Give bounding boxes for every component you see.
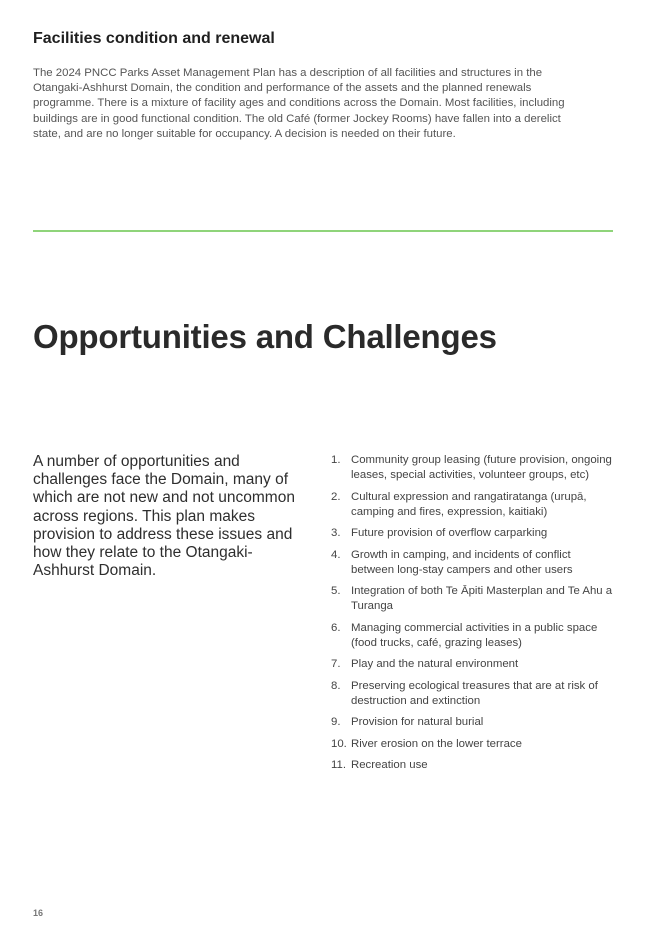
- section-divider: [33, 230, 613, 232]
- list-item-number: 10.: [331, 737, 347, 750]
- list-item-number: 2.: [331, 490, 341, 503]
- list-item-number: 7.: [331, 658, 341, 671]
- page-title: Opportunities and Challenges: [33, 318, 497, 355]
- list-item: [331, 657, 616, 672]
- list-item: [331, 715, 616, 730]
- list-item-number: 9.: [331, 716, 341, 729]
- list-item-number: 11.: [331, 759, 346, 772]
- list-item-number: 1.: [331, 454, 341, 466]
- list-item: [331, 621, 616, 651]
- list-item-text: Preserving ecological treasures that are at risk of destruction and extinction: [351, 679, 598, 707]
- list-item-text: Growth in camping, and incidents of conflict between long-stay campers and other users: [351, 548, 573, 576]
- list-item: [331, 737, 616, 752]
- list-item: [331, 453, 616, 483]
- list-item-text: Integration of both Te Āpiti Masterplan and Te Ahu a Turanga: [351, 585, 613, 613]
- list-item: [331, 679, 616, 709]
- list-item-text: Future provision of overflow carparking: [351, 527, 548, 540]
- list-item-text: Cultural expression and rangatiratanga (urupā, camping and fires, expression, kaitiaki): [351, 490, 587, 518]
- list-item-number: 8.: [331, 679, 341, 692]
- list-item-text: River erosion on the lower terrace: [351, 737, 522, 750]
- page-number: 16: [33, 908, 44, 918]
- list-item-number: 4.: [331, 548, 341, 561]
- list-item-number: 6.: [331, 621, 341, 634]
- list-item-number: 3.: [331, 527, 341, 540]
- list-item: [331, 758, 616, 773]
- list-item-text: Recreation use: [351, 759, 428, 772]
- list-item: [331, 548, 616, 578]
- facilities-heading: Facilities condition and renewal: [33, 30, 275, 47]
- opportunities-list: [331, 453, 616, 780]
- list-item: [331, 584, 616, 614]
- list-item: [331, 526, 616, 541]
- intro-paragraph: A number of opportunities and challenges face the Domain, many of which are not new and not uncommon across regions. This plan makes provision to address these issues and how they relate to the Otangaki-Ashhurst Domain.: [33, 453, 295, 580]
- list-item-text: Provision for natural burial: [351, 716, 484, 729]
- list-item-text: Play and the natural environment: [351, 658, 519, 671]
- list-item-text: Managing commercial activities in a public space (food trucks, café, grazing leases): [351, 621, 598, 649]
- list-item-text: Community group leasing (future provision, ongoing leases, special activities, volunteer groups, etc): [351, 454, 612, 482]
- list-item-number: 5.: [331, 585, 341, 598]
- list-item: [331, 490, 616, 520]
- facilities-paragraph: The 2024 PNCC Parks Asset Management Plan has a description of all facilities and structures in the Otangaki-Ashhurst Domain, the condition and performance of the assets and the planned renewals programme. There is a mixture of facility ages and conditions across the Domain. Most facilities, including buildings are in good functional condition. The old Café (former Jockey Rooms) have fallen into a derelict state, and are no longer suitable for occupancy. A decision is needed on their future.: [33, 67, 565, 140]
